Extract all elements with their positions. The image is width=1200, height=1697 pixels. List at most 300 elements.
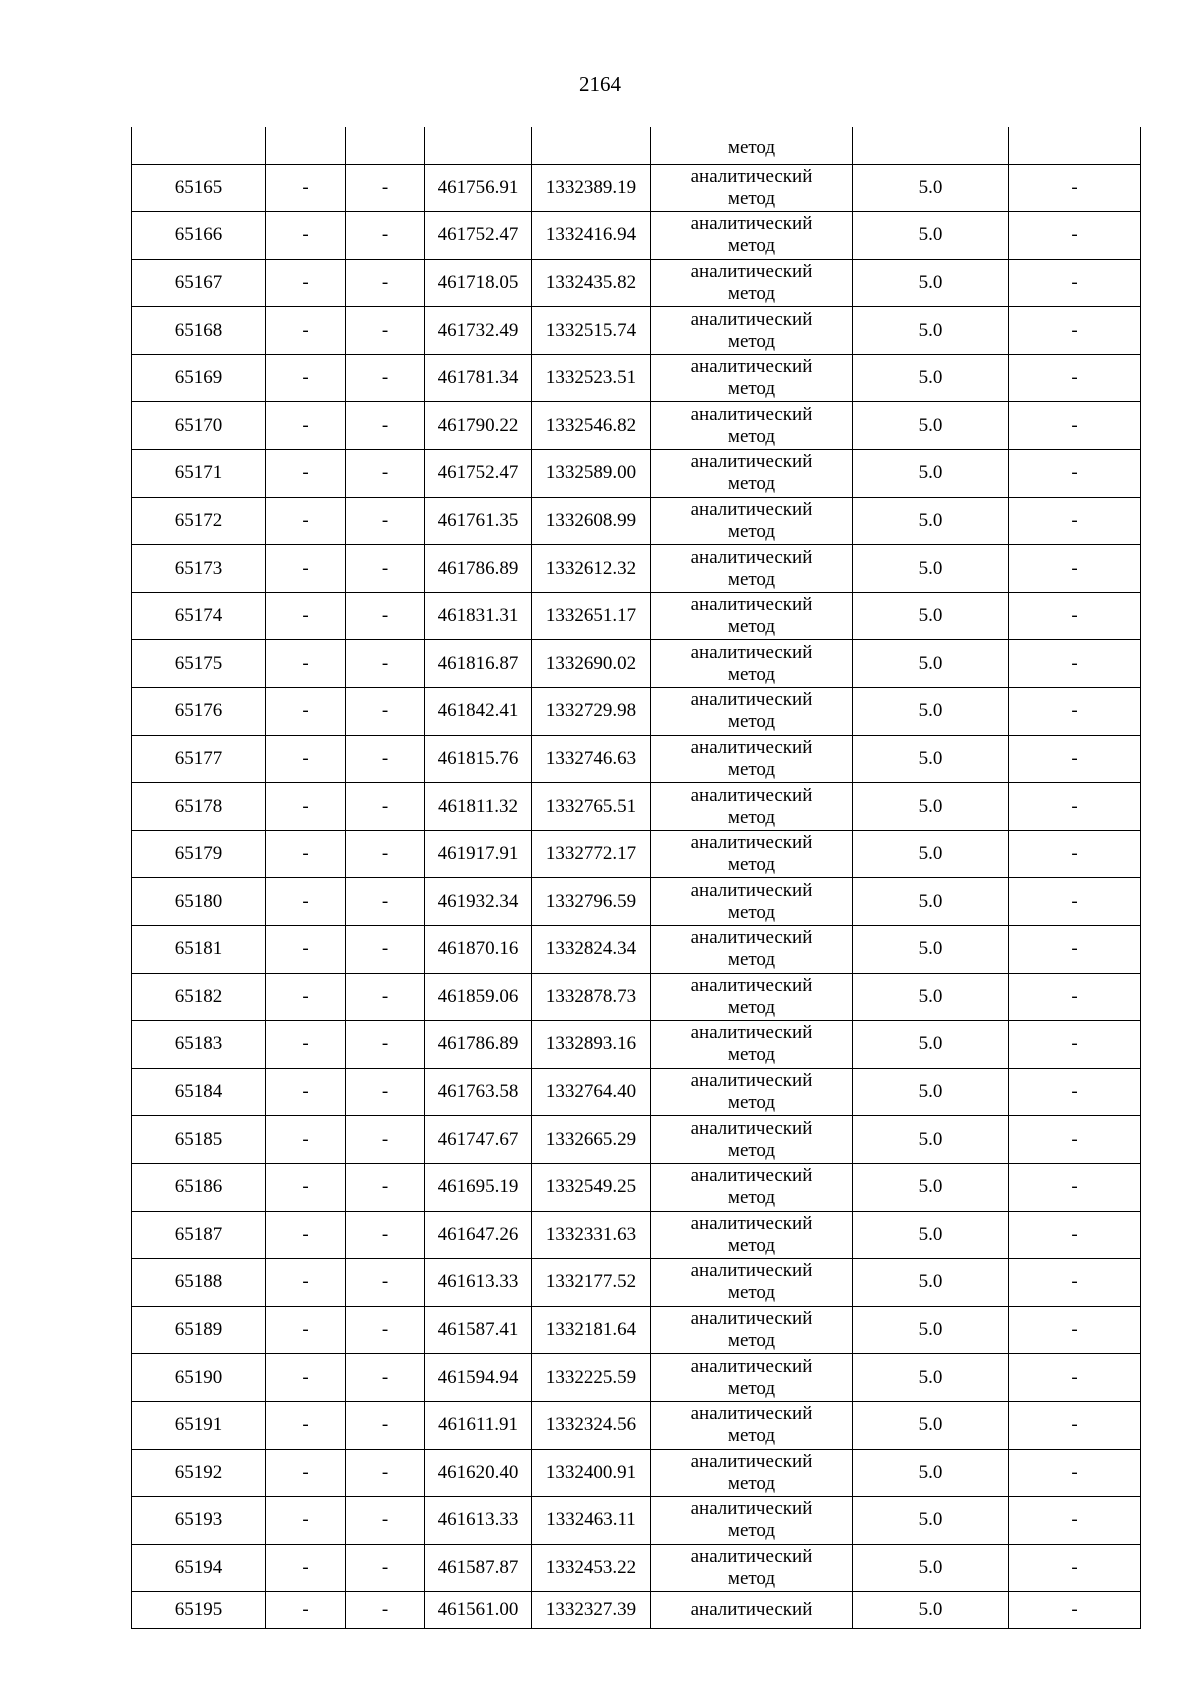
- cell-col2: -: [266, 878, 346, 926]
- cell-note: -: [1009, 354, 1141, 402]
- cell-note: -: [1009, 1068, 1141, 1116]
- cell-y: 1332651.17: [532, 592, 651, 640]
- cell-method: [651, 735, 853, 783]
- cell-method: метод: [651, 127, 853, 164]
- cell-id: 65179: [132, 830, 266, 878]
- method-line: метод: [727, 330, 776, 352]
- table-row: [132, 640, 1141, 688]
- cell-accuracy: 5.0: [853, 259, 1009, 307]
- cell-x: 461732.49: [425, 307, 532, 355]
- cell-col2: -: [266, 545, 346, 593]
- cell-note: -: [1009, 212, 1141, 260]
- method-line: аналитический: [690, 1498, 813, 1520]
- method-line: метод: [727, 1472, 776, 1494]
- cell-accuracy: 5.0: [853, 1306, 1009, 1354]
- cell-method: [651, 1592, 853, 1629]
- method-line: аналитический: [690, 356, 813, 378]
- table-row: [132, 973, 1141, 1021]
- cell-y: 1332796.59: [532, 878, 651, 926]
- method-line: аналитический: [690, 1070, 813, 1092]
- table-row: [132, 1592, 1141, 1629]
- cell-y: 1332729.98: [532, 688, 651, 736]
- cell-method: [651, 973, 853, 1021]
- cell-x: 461613.33: [425, 1497, 532, 1545]
- cell-note: -: [1009, 259, 1141, 307]
- method-line: аналитический: [690, 165, 813, 187]
- cell-note: -: [1009, 592, 1141, 640]
- cell-accuracy: 5.0: [853, 1354, 1009, 1402]
- cell-note: -: [1009, 1354, 1141, 1402]
- cell-method: [651, 592, 853, 640]
- cell-x: 461587.87: [425, 1544, 532, 1592]
- cell-id: 65189: [132, 1306, 266, 1354]
- cell-col3: -: [346, 1449, 425, 1497]
- cell-x: [425, 127, 532, 164]
- method-line: аналитический: [690, 1403, 813, 1425]
- cell-col3: -: [346, 1211, 425, 1259]
- cell-note: -: [1009, 450, 1141, 498]
- cell-col3: -: [346, 1116, 425, 1164]
- cell-id: [132, 127, 266, 164]
- cell-col3: -: [346, 212, 425, 260]
- cell-col3: -: [346, 688, 425, 736]
- cell-y: 1332612.32: [532, 545, 651, 593]
- cell-y: 1332327.39: [532, 1592, 651, 1629]
- method-line: метод: [727, 1139, 776, 1161]
- cell-x: 461752.47: [425, 212, 532, 260]
- cell-id: 65182: [132, 973, 266, 1021]
- table-row: [132, 450, 1141, 498]
- method-line: метод: [727, 235, 776, 257]
- cell-col3: -: [346, 1592, 425, 1629]
- method-line: аналитический: [690, 784, 813, 806]
- method-line: метод: [727, 473, 776, 495]
- cell-y: 1332764.40: [532, 1068, 651, 1116]
- cell-note: -: [1009, 497, 1141, 545]
- cell-note: -: [1009, 926, 1141, 974]
- cell-id: 65171: [132, 450, 266, 498]
- cell-col3: -: [346, 1497, 425, 1545]
- method-line: метод: [727, 1330, 776, 1352]
- method-line: аналитический: [690, 451, 813, 473]
- cell-col2: -: [266, 259, 346, 307]
- cell-y: 1332400.91: [532, 1449, 651, 1497]
- method-line: метод: [727, 996, 776, 1018]
- cell-col2: -: [266, 1544, 346, 1592]
- method-line: аналитический: [690, 974, 813, 996]
- cell-accuracy: 5.0: [853, 354, 1009, 402]
- method-line: аналитический: [690, 403, 813, 425]
- cell-id: 65187: [132, 1211, 266, 1259]
- cell-col2: -: [266, 640, 346, 688]
- cell-id: 65191: [132, 1401, 266, 1449]
- cell-x: 461761.35: [425, 497, 532, 545]
- cell-method: [651, 1116, 853, 1164]
- cell-id: 65194: [132, 1544, 266, 1592]
- table-row: [132, 878, 1141, 926]
- method-line: метод: [727, 568, 776, 590]
- cell-x: 461859.06: [425, 973, 532, 1021]
- cell-id: 65178: [132, 783, 266, 831]
- cell-id: 65174: [132, 592, 266, 640]
- method-line: метод: [727, 378, 776, 400]
- cell-note: -: [1009, 1544, 1141, 1592]
- cell-col2: -: [266, 735, 346, 783]
- cell-id: 65165: [132, 164, 266, 212]
- cell-x: 461815.76: [425, 735, 532, 783]
- cell-y: 1332435.82: [532, 259, 651, 307]
- method-line: метод: [727, 187, 776, 209]
- cell-col2: -: [266, 1211, 346, 1259]
- cell-id: 65172: [132, 497, 266, 545]
- cell-x: 461718.05: [425, 259, 532, 307]
- method-line: метод: [727, 1520, 776, 1542]
- cell-method: [651, 354, 853, 402]
- cell-accuracy: 5.0: [853, 1259, 1009, 1307]
- cell-x: 461620.40: [425, 1449, 532, 1497]
- method-line: аналитический: [690, 1308, 813, 1330]
- table-row: [132, 1497, 1141, 1545]
- method-line: метод: [727, 1092, 776, 1114]
- cell-method: [651, 212, 853, 260]
- method-line: аналитический: [690, 1165, 813, 1187]
- cell-col3: -: [346, 1021, 425, 1069]
- cell-accuracy: 5.0: [853, 497, 1009, 545]
- cell-x: 461763.58: [425, 1068, 532, 1116]
- cell-y: 1332665.29: [532, 1116, 651, 1164]
- method-line: метод: [727, 1044, 776, 1066]
- cell-col2: -: [266, 1068, 346, 1116]
- cell-x: 461932.34: [425, 878, 532, 926]
- table-row: [132, 592, 1141, 640]
- cell-y: 1332177.52: [532, 1259, 651, 1307]
- cell-x: 461842.41: [425, 688, 532, 736]
- cell-id: 65167: [132, 259, 266, 307]
- cell-accuracy: 5.0: [853, 212, 1009, 260]
- cell-y: 1332878.73: [532, 973, 651, 1021]
- cell-accuracy: 5.0: [853, 1497, 1009, 1545]
- method-line: аналитический: [690, 260, 813, 282]
- method-line: аналитический: [690, 308, 813, 330]
- cell-note: -: [1009, 1021, 1141, 1069]
- cell-y: 1332453.22: [532, 1544, 651, 1592]
- cell-x: 461781.34: [425, 354, 532, 402]
- cell-y: 1332523.51: [532, 354, 651, 402]
- cell-id: 65176: [132, 688, 266, 736]
- method-line: аналитический: [690, 498, 813, 520]
- table-row: [132, 1068, 1141, 1116]
- method-line: аналитический: [690, 927, 813, 949]
- cell-accuracy: 5.0: [853, 1544, 1009, 1592]
- table-row: [132, 1116, 1141, 1164]
- cell-note: -: [1009, 973, 1141, 1021]
- cell-x: 461647.26: [425, 1211, 532, 1259]
- method-line: аналитический: [690, 1450, 813, 1472]
- cell-accuracy: 5.0: [853, 450, 1009, 498]
- cell-id: 65169: [132, 354, 266, 402]
- cell-id: 65168: [132, 307, 266, 355]
- cell-col3: -: [346, 497, 425, 545]
- cell-y: 1332389.19: [532, 164, 651, 212]
- cell-y: 1332225.59: [532, 1354, 651, 1402]
- cell-x: 461752.47: [425, 450, 532, 498]
- cell-method: [651, 1401, 853, 1449]
- cell-col2: -: [266, 354, 346, 402]
- cell-accuracy: 5.0: [853, 402, 1009, 450]
- cell-x: 461611.91: [425, 1401, 532, 1449]
- cell-col3: -: [346, 926, 425, 974]
- cell-x: 461831.31: [425, 592, 532, 640]
- cell-y: 1332746.63: [532, 735, 651, 783]
- cell-id: 65193: [132, 1497, 266, 1545]
- cell-col3: [346, 127, 425, 164]
- continuation-row: [132, 127, 1141, 164]
- table-row: [132, 545, 1141, 593]
- cell-y: 1332463.11: [532, 1497, 651, 1545]
- cell-col2: -: [266, 1306, 346, 1354]
- method-line: аналитический: [690, 1260, 813, 1282]
- cell-x: 461587.41: [425, 1306, 532, 1354]
- table-row: [132, 1354, 1141, 1402]
- cell-method: [651, 545, 853, 593]
- method-line: аналитический: [690, 1355, 813, 1377]
- table-row: [132, 1163, 1141, 1211]
- cell-method: [651, 1163, 853, 1211]
- cell-method: [651, 878, 853, 926]
- cell-method: [651, 402, 853, 450]
- cell-id: 65175: [132, 640, 266, 688]
- cell-x: 461756.91: [425, 164, 532, 212]
- cell-note: -: [1009, 830, 1141, 878]
- cell-accuracy: 5.0: [853, 926, 1009, 974]
- cell-id: 65170: [132, 402, 266, 450]
- cell-accuracy: 5.0: [853, 1021, 1009, 1069]
- cell-method: [651, 783, 853, 831]
- cell-y: 1332824.34: [532, 926, 651, 974]
- cell-note: -: [1009, 1592, 1141, 1629]
- cell-col3: -: [346, 1068, 425, 1116]
- cell-col3: -: [346, 450, 425, 498]
- table-row: [132, 307, 1141, 355]
- cell-col3: -: [346, 545, 425, 593]
- cell-id: 65180: [132, 878, 266, 926]
- cell-note: -: [1009, 307, 1141, 355]
- table-row: [132, 1259, 1141, 1307]
- coordinates-table: [131, 127, 1141, 1629]
- cell-accuracy: 5.0: [853, 973, 1009, 1021]
- method-line: метод: [727, 711, 776, 733]
- table-row: [132, 259, 1141, 307]
- table-row: [132, 164, 1141, 212]
- cell-accuracy: 5.0: [853, 878, 1009, 926]
- cell-method: [651, 497, 853, 545]
- cell-col3: -: [346, 402, 425, 450]
- method-line: аналитический: [690, 594, 813, 616]
- cell-col3: -: [346, 783, 425, 831]
- cell-note: -: [1009, 1306, 1141, 1354]
- cell-note: -: [1009, 1259, 1141, 1307]
- cell-y: 1332416.94: [532, 212, 651, 260]
- method-line: метод: [727, 663, 776, 685]
- cell-method: [651, 450, 853, 498]
- cell-id: 65166: [132, 212, 266, 260]
- method-line: метод: [727, 1377, 776, 1399]
- cell-col3: -: [346, 1544, 425, 1592]
- cell-id: 65173: [132, 545, 266, 593]
- table-row: [132, 354, 1141, 402]
- cell-y: 1332589.00: [532, 450, 651, 498]
- cell-id: 65177: [132, 735, 266, 783]
- cell-y: 1332765.51: [532, 783, 651, 831]
- cell-id: 65184: [132, 1068, 266, 1116]
- cell-col3: -: [346, 354, 425, 402]
- method-line: аналитический: [690, 736, 813, 758]
- cell-id: 65192: [132, 1449, 266, 1497]
- cell-col3: -: [346, 973, 425, 1021]
- cell-note: -: [1009, 1163, 1141, 1211]
- method-line: аналитический: [690, 546, 813, 568]
- cell-x: 461917.91: [425, 830, 532, 878]
- cell-y: 1332181.64: [532, 1306, 651, 1354]
- method-line: метод: [727, 1282, 776, 1304]
- cell-note: -: [1009, 688, 1141, 736]
- cell-y: 1332331.63: [532, 1211, 651, 1259]
- cell-col2: -: [266, 307, 346, 355]
- cell-note: [1009, 127, 1141, 164]
- cell-accuracy: 5.0: [853, 735, 1009, 783]
- cell-x: 461594.94: [425, 1354, 532, 1402]
- cell-col2: -: [266, 450, 346, 498]
- cell-col2: -: [266, 1354, 346, 1402]
- method-line: аналитический: [690, 879, 813, 901]
- cell-method: [651, 259, 853, 307]
- cell-y: 1332690.02: [532, 640, 651, 688]
- cell-y: 1332772.17: [532, 830, 651, 878]
- cell-x: 461816.87: [425, 640, 532, 688]
- cell-accuracy: 5.0: [853, 307, 1009, 355]
- cell-col2: -: [266, 1116, 346, 1164]
- method-line: аналитический: [690, 832, 813, 854]
- cell-note: -: [1009, 402, 1141, 450]
- table-row: [132, 783, 1141, 831]
- page-number: 2164: [579, 72, 621, 96]
- cell-id: 65185: [132, 1116, 266, 1164]
- cell-accuracy: 5.0: [853, 688, 1009, 736]
- cell-x: 461870.16: [425, 926, 532, 974]
- cell-method: [651, 1211, 853, 1259]
- method-line: метод: [727, 854, 776, 876]
- cell-col3: -: [346, 307, 425, 355]
- table-row: [132, 926, 1141, 974]
- method-line: метод: [727, 1234, 776, 1256]
- method-line: аналитический: [690, 641, 813, 663]
- cell-col3: -: [346, 592, 425, 640]
- cell-method: [651, 1544, 853, 1592]
- cell-col2: -: [266, 1163, 346, 1211]
- cell-col2: -: [266, 926, 346, 974]
- cell-id: 65188: [132, 1259, 266, 1307]
- cell-y: 1332546.82: [532, 402, 651, 450]
- cell-col2: -: [266, 1449, 346, 1497]
- cell-id: 65186: [132, 1163, 266, 1211]
- cell-method: [651, 688, 853, 736]
- cell-method: [651, 164, 853, 212]
- cell-y: 1332515.74: [532, 307, 651, 355]
- cell-method: [651, 1068, 853, 1116]
- method-line: метод: [727, 758, 776, 780]
- cell-accuracy: 5.0: [853, 640, 1009, 688]
- cell-col2: -: [266, 1592, 346, 1629]
- cell-accuracy: 5.0: [853, 830, 1009, 878]
- cell-x: 461695.19: [425, 1163, 532, 1211]
- method-line: аналитический: [690, 1117, 813, 1139]
- cell-y: 1332549.25: [532, 1163, 651, 1211]
- cell-note: -: [1009, 1211, 1141, 1259]
- cell-x: 461811.32: [425, 783, 532, 831]
- cell-id: 65181: [132, 926, 266, 974]
- cell-note: -: [1009, 164, 1141, 212]
- cell-col3: -: [346, 164, 425, 212]
- cell-note: -: [1009, 878, 1141, 926]
- cell-y: 1332608.99: [532, 497, 651, 545]
- cell-col2: -: [266, 164, 346, 212]
- cell-col3: -: [346, 878, 425, 926]
- method-line: аналитический: [690, 689, 813, 711]
- cell-y: [532, 127, 651, 164]
- cell-col2: -: [266, 830, 346, 878]
- cell-col2: -: [266, 1021, 346, 1069]
- cell-note: -: [1009, 1449, 1141, 1497]
- table-row: [132, 1449, 1141, 1497]
- cell-x: 461747.67: [425, 1116, 532, 1164]
- cell-col2: -: [266, 592, 346, 640]
- cell-col2: -: [266, 497, 346, 545]
- cell-col3: -: [346, 1306, 425, 1354]
- method-line: аналитический: [690, 1546, 813, 1568]
- cell-note: -: [1009, 545, 1141, 593]
- cell-col2: -: [266, 1259, 346, 1307]
- cell-x: 461790.22: [425, 402, 532, 450]
- cell-id: 65195: [132, 1592, 266, 1629]
- cell-x: 461561.00: [425, 1592, 532, 1629]
- method-line: метод: [727, 1187, 776, 1209]
- cell-accuracy: 5.0: [853, 1449, 1009, 1497]
- cell-note: -: [1009, 735, 1141, 783]
- cell-accuracy: 5.0: [853, 164, 1009, 212]
- method-line: аналитический: [690, 213, 813, 235]
- table-row: [132, 688, 1141, 736]
- cell-col2: -: [266, 783, 346, 831]
- cell-note: -: [1009, 1116, 1141, 1164]
- cell-method: [651, 1306, 853, 1354]
- cell-method: [651, 1259, 853, 1307]
- cell-note: -: [1009, 1401, 1141, 1449]
- cell-accuracy: 5.0: [853, 1116, 1009, 1164]
- table-row: [132, 402, 1141, 450]
- cell-accuracy: 5.0: [853, 1592, 1009, 1629]
- cell-x: 461786.89: [425, 545, 532, 593]
- cell-accuracy: 5.0: [853, 1211, 1009, 1259]
- cell-x: 461786.89: [425, 1021, 532, 1069]
- cell-id: 65190: [132, 1354, 266, 1402]
- cell-y: 1332893.16: [532, 1021, 651, 1069]
- cell-col3: -: [346, 1354, 425, 1402]
- table-row: [132, 735, 1141, 783]
- cell-x: 461613.33: [425, 1259, 532, 1307]
- method-line: метод: [727, 806, 776, 828]
- cell-method: [651, 830, 853, 878]
- cell-accuracy: [853, 127, 1009, 164]
